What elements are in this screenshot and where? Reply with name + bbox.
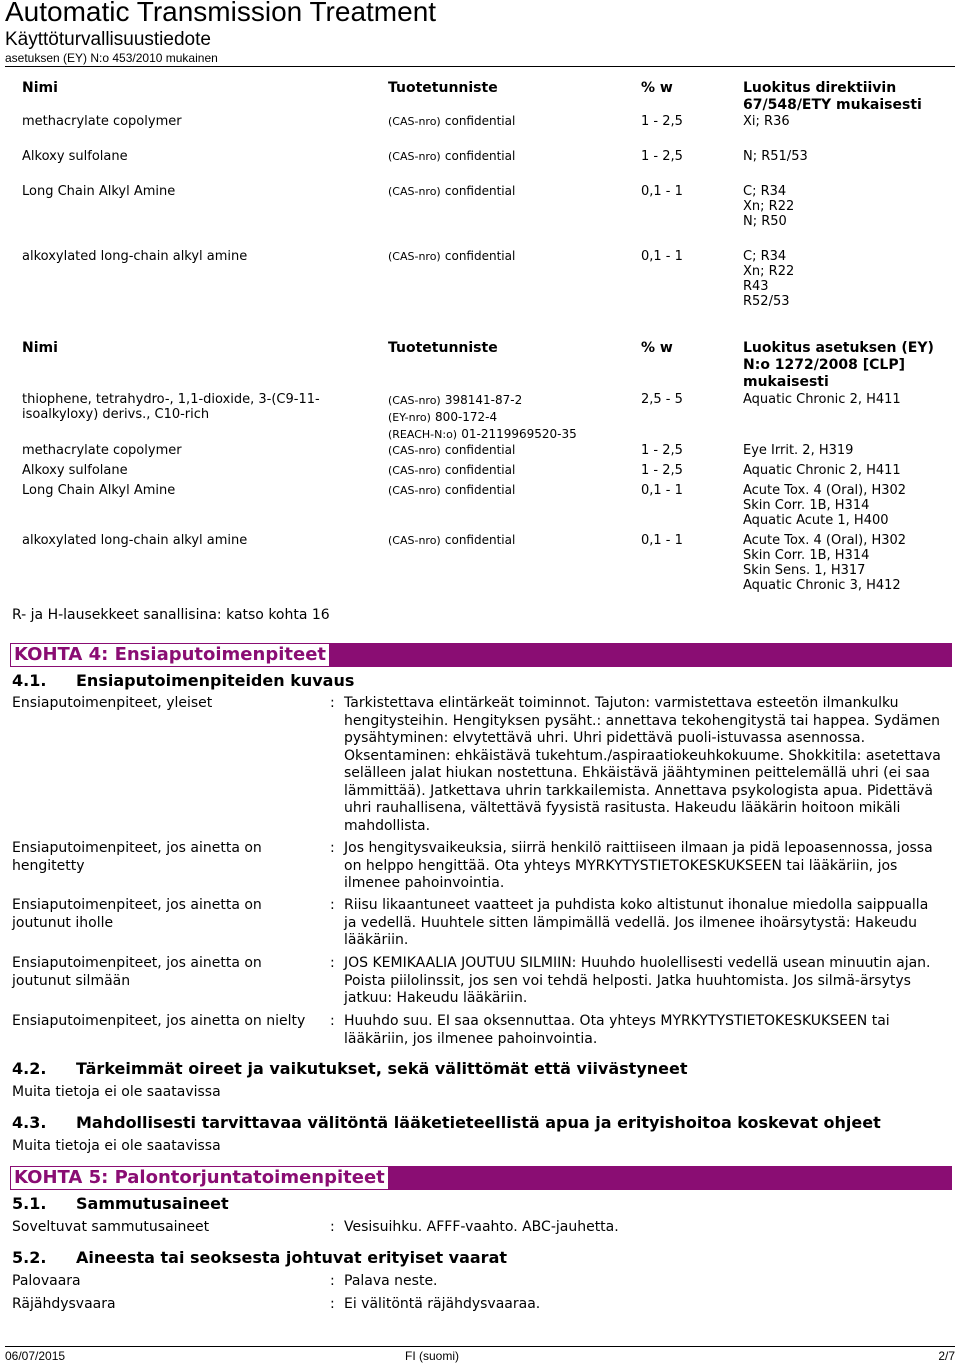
id-prefix: (CAS-nro) [388, 484, 441, 497]
field-value: Palava neste. [344, 1273, 438, 1289]
classification-line: C; R34 [743, 249, 787, 264]
col-header-identifier: Tuotetunniste [388, 340, 498, 356]
substance-percent: 0,1 - 1 [641, 184, 683, 199]
subsection-title: Tärkeimmät oireet ja vaikutukset, sekä välittömät että viivästyneet [76, 1059, 688, 1078]
id-prefix: (CAS-nro) [388, 534, 441, 547]
classification-line: N; R50 [743, 214, 787, 229]
field-label: Ensiaputoimenpiteet, jos ainetta on hengitetty [12, 840, 262, 874]
footer-date: 06/07/2015 [5, 1349, 66, 1363]
substance-name: methacrylate copolymer [22, 443, 182, 458]
subsection-5-2-heading [12, 1248, 507, 1267]
substance-identifier [382, 533, 635, 598]
field-label: Räjähdysvaara [12, 1296, 116, 1312]
substance-name: alkoxylated long-chain alkyl amine [22, 533, 248, 548]
classification-line: Aquatic Chronic 3, H412 [743, 578, 901, 593]
id-prefix: (CAS-nro) [388, 150, 441, 163]
substance-name: Alkoxy sulfolane [22, 149, 128, 164]
field-colon: : [330, 1273, 335, 1289]
table-row [16, 114, 951, 149]
regulation-note: asetuksen (EY) N:o 453/2010 mukainen [5, 51, 218, 65]
subsection-5-1-heading [12, 1194, 229, 1213]
field-colon: : [330, 1013, 335, 1029]
subsection-number: 4.2. [12, 1059, 47, 1078]
substance-name: Long Chain Alkyl Amine [22, 184, 176, 199]
id-value: confidential [444, 249, 516, 263]
id-value: confidential [444, 463, 516, 477]
substance-percent: 1 - 2,5 [641, 463, 683, 478]
classification-line: Skin Corr. 1B, H314 [743, 498, 870, 513]
id-prefix: (CAS-nro) [388, 185, 441, 198]
col-header-identifier: Tuotetunniste [388, 80, 498, 96]
id-prefix: (CAS-nro) [388, 115, 441, 128]
field-label: Palovaara [12, 1273, 81, 1289]
substance-percent: 0,1 - 1 [641, 249, 683, 264]
substance-name: methacrylate copolymer [22, 114, 182, 129]
table-row [16, 483, 951, 533]
subsection-4-2-text: Muita tietoja ei ole saatavissa [12, 1084, 221, 1100]
section-5-title: KOHTA 5: Palontorjuntatoimenpiteet [11, 1167, 388, 1189]
table-row [16, 249, 951, 334]
subsection-4-3-heading [12, 1113, 881, 1132]
id-prefix: (CAS-nro) [388, 444, 441, 457]
r-h-phrases-note: R- ja H-lausekkeet sanallisina: katso kohta 16 [12, 607, 330, 623]
substance-name: Long Chain Alkyl Amine [22, 483, 176, 498]
field-value: Ei välitöntä räjähdysvaaraa. [344, 1296, 541, 1312]
table-row [16, 149, 951, 184]
footer-page-number: 2/7 [938, 1349, 955, 1363]
substance-percent: 0,1 - 1 [641, 533, 683, 548]
field-value: Tarkistettava elintärkeät toiminnot. Tajuton: varmistettava esteetön ilmankulku hengitysteihin. Hengityksen pysäht.: annettava tekohengitystä tai happea. Sydämen pysähtyminen: elvytettävä uhri. Uhri pidettävä puoli-istuvassa asennossa. Oksentaminen: ehkäistävä tukehtum./aspiraatiokeuhkokuume. Shokkitila: asetettava selälleen jalat hiukan nostettuna. Ehkäistävä jäähtyminen peittelemällä uhri (ei saa lämmittää). Jatkettava uhrin tarkkailemista. Annettava psykologista apua. Pidettävä uhri rauhallisena, vältettävä fyysistä rasitusta. Hakeudu lääkärin hoitoon mikäli mahdollista. [344, 695, 941, 834]
field-label: Ensiaputoimenpiteet, jos ainetta on nielty [12, 1013, 306, 1029]
section-4-bar [10, 643, 952, 667]
id-value: confidential [444, 443, 516, 457]
classification-line: Acute Tox. 4 (Oral), H302 [743, 483, 907, 498]
page-footer [5, 1346, 955, 1365]
col-header-classification: Luokitus direktiivin 67/548/ETY mukaisesti [743, 80, 922, 113]
field-value: JOS KEMIKAALIA JOUTUU SILMIIN: Huuhdo huolellisesti vedellä usean minuutin ajan. Poista piilolinssit, jos sen voi tehdä helposti. Jatka huuhtomista. Jos silmä-ärsytys jatkuu: Hakeudu lääkäriin. [344, 955, 931, 1006]
substance-classification [737, 483, 951, 533]
field-value: Jos hengitysvaikeuksia, siirrä henkilö raittiiseen ilmaan ja pidä lepoasennossa, jossa on helppo hengittää. Ota yhteys MYRKYTYSTIETOKESKUKSEEN tai lääkäriin, jos ilmenee pahoinvointia. [344, 840, 933, 891]
field-colon: : [330, 1296, 335, 1312]
col-header-classification: Luokitus asetuksen (EY) N:o 1272/2008 [CLP] mukaisesti [743, 340, 934, 390]
document-header [5, 0, 955, 67]
field-colon: : [330, 897, 335, 913]
substance-identifier [382, 249, 635, 334]
field-label: Ensiaputoimenpiteet, jos ainetta on joutunut iholle [12, 897, 262, 931]
subsection-title: Ensiaputoimenpiteiden kuvaus [76, 671, 355, 690]
classification-line: Eye Irrit. 2, H319 [743, 443, 854, 458]
table-row [16, 391, 951, 443]
section-5-bar [10, 1166, 952, 1190]
field-value: Riisu likaantuneet vaatteet ja puhdista koko altistunut ihonalue miedolla saippualla ja vedellä. Huuhtele sitten lämpimällä vedellä. Jos ilmenee ihoärsytystä: Hakeudu lääkäriin. [344, 897, 929, 948]
field-value: Vesisuihku. AFFF-vaahto. ABC-jauhetta. [344, 1219, 619, 1235]
table-row [16, 463, 951, 483]
id-value: confidential [444, 149, 516, 163]
classification-line: Aquatic Acute 1, H400 [743, 513, 889, 528]
substance-name: alkoxylated long-chain alkyl amine [22, 249, 248, 264]
subsection-number: 5.2. [12, 1248, 47, 1267]
subsection-title: Mahdollisesti tarvittavaa välitöntä lääketieteellistä apua ja erityishoitoa koskevat ohjeet [76, 1113, 881, 1132]
classification-line: Xn; R22 [743, 199, 795, 214]
substance-name: thiophene, tetrahydro-, 1,1-dioxide, 3-(C9-11-isoalkyloxy) derivs., C10-rich [22, 392, 320, 422]
subsection-4-1-heading [12, 671, 354, 690]
composition-table-dsd [16, 80, 951, 334]
substance-identifier [382, 483, 635, 533]
field-colon: : [330, 955, 335, 971]
substance-classification: Aquatic Chronic 2, H411 [743, 392, 901, 407]
product-title: Automatic Transmission Treatment [5, 0, 437, 27]
field-colon: : [330, 695, 335, 711]
table-row [16, 184, 951, 249]
subsection-title: Aineesta tai seoksesta johtuvat erityiset vaarat [76, 1248, 508, 1267]
id-prefix: (EY-nro) [388, 411, 431, 424]
classification-line: Xn; R22 [743, 264, 795, 279]
substance-identifier [382, 463, 635, 483]
substance-percent: 2,5 - 5 [641, 392, 683, 407]
id-prefix: (REACH-N:o) [388, 428, 458, 441]
col-header-name: Nimi [22, 340, 58, 356]
classification-line: R52/53 [743, 294, 790, 309]
substance-classification [737, 184, 951, 249]
substance-classification [737, 443, 951, 463]
substance-name: Alkoxy sulfolane [22, 463, 128, 478]
footer-language: FI (suomi) [405, 1349, 459, 1363]
field-label: Soveltuvat sammutusaineet [12, 1219, 210, 1235]
id-value: 01-2119969520-35 [461, 427, 577, 441]
classification-line: Aquatic Chronic 2, H411 [743, 463, 901, 478]
id-prefix: (CAS-nro) [388, 394, 441, 407]
substance-classification [737, 533, 951, 598]
field-label: Ensiaputoimenpiteet, jos ainetta on joutunut silmään [12, 955, 262, 989]
classification-line: N; R51/53 [743, 149, 808, 164]
col-header-percent: % w [641, 340, 673, 356]
classification-line: R43 [743, 279, 769, 294]
id-value: confidential [444, 184, 516, 198]
substance-identifier [382, 443, 635, 463]
substance-identifiers [382, 391, 635, 443]
classification-line: Acute Tox. 4 (Oral), H302 [743, 533, 907, 548]
substance-percent: 1 - 2,5 [641, 443, 683, 458]
substance-percent: 1 - 2,5 [641, 114, 683, 129]
subsection-number: 4.1. [12, 671, 47, 690]
subsection-title: Sammutusaineet [76, 1194, 229, 1213]
id-value: 398141-87-2 [444, 393, 523, 407]
table-row [16, 533, 951, 598]
id-prefix: (CAS-nro) [388, 464, 441, 477]
substance-identifier [382, 184, 635, 249]
col-header-percent: % w [641, 80, 673, 96]
table-row [16, 443, 951, 463]
substance-percent: 0,1 - 1 [641, 483, 683, 498]
id-value: confidential [444, 114, 516, 128]
field-label: Ensiaputoimenpiteet, yleiset [12, 695, 213, 711]
subsection-4-3-text: Muita tietoja ei ole saatavissa [12, 1138, 221, 1154]
classification-line: Xi; R36 [743, 114, 790, 129]
id-value: confidential [444, 533, 516, 547]
document-subtitle: Käyttöturvallisuustiedote [5, 29, 211, 50]
section-4-title: KOHTA 4: Ensiaputoimenpiteet [11, 644, 329, 666]
field-colon: : [330, 1219, 335, 1235]
field-value: Huuhdo suu. EI saa oksennuttaa. Ota yhteys MYRKYTYSTIETOKESKUKSEEN tai lääkäriin, jos ilmenee pahoinvointia. [344, 1013, 890, 1047]
substance-identifier [382, 114, 635, 149]
subsection-number: 5.1. [12, 1194, 47, 1213]
substance-classification [737, 249, 951, 334]
substance-percent: 1 - 2,5 [641, 149, 683, 164]
id-value: confidential [444, 483, 516, 497]
col-header-name: Nimi [22, 80, 58, 96]
substance-classification [737, 149, 951, 184]
substance-identifier [382, 149, 635, 184]
substance-classification [737, 463, 951, 483]
id-value: 800-172-4 [435, 410, 498, 424]
id-prefix: (CAS-nro) [388, 250, 441, 263]
subsection-4-2-heading [12, 1059, 688, 1078]
field-colon: : [330, 840, 335, 856]
composition-table-clp [16, 340, 951, 598]
classification-line: C; R34 [743, 184, 787, 199]
classification-line: Skin Corr. 1B, H314 [743, 548, 870, 563]
classification-line: Skin Sens. 1, H317 [743, 563, 866, 578]
subsection-number: 4.3. [12, 1113, 47, 1132]
substance-classification [737, 114, 951, 149]
